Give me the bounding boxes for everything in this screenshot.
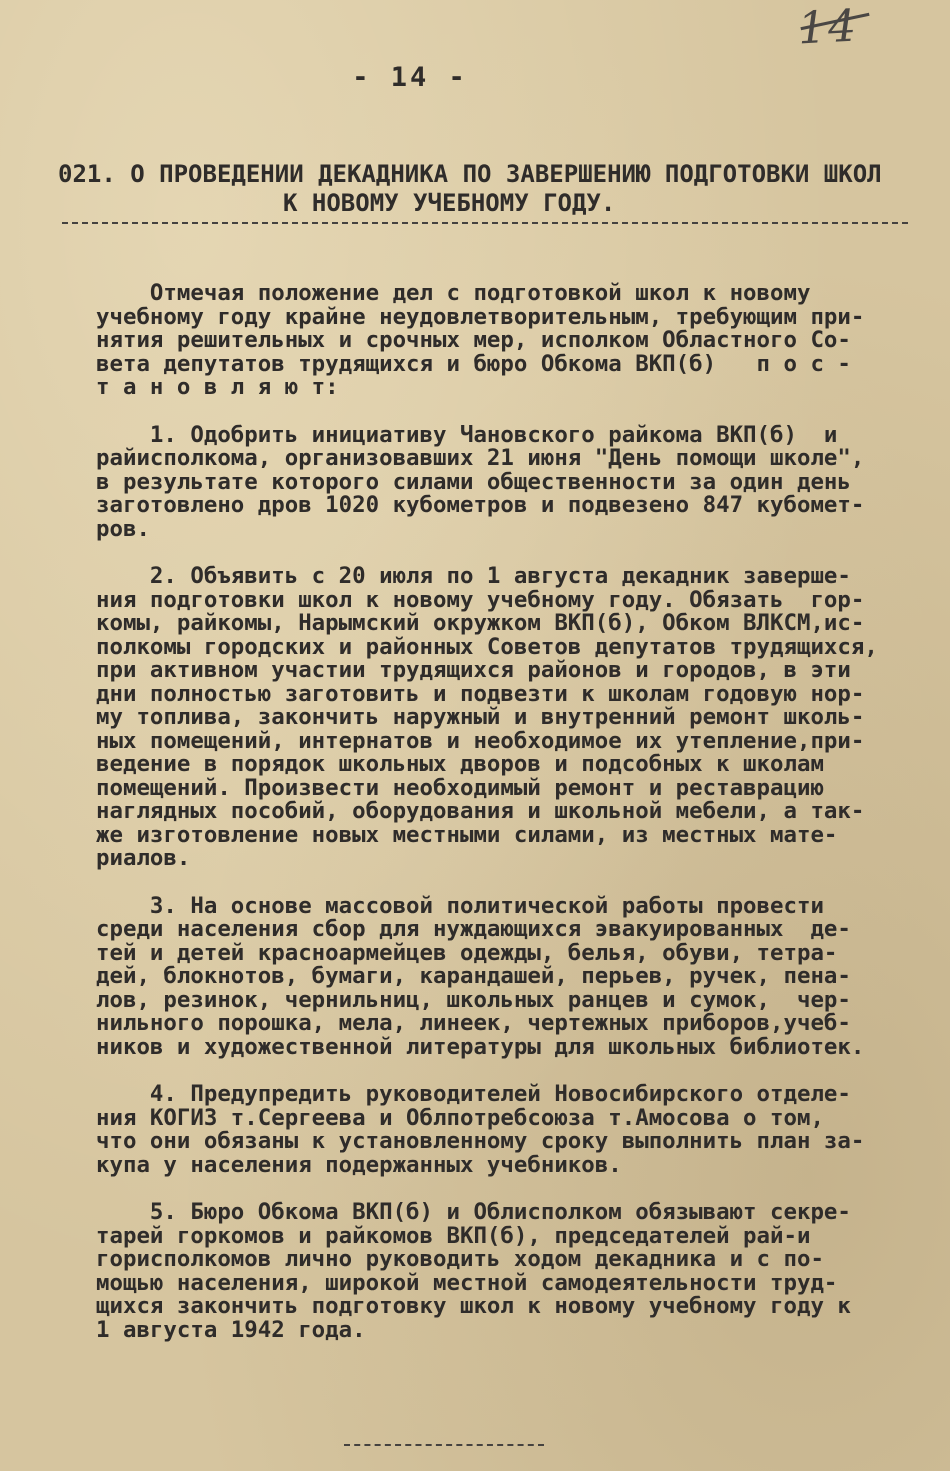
text-line: среди населения сбор для нуждающихся эвакуированных де- <box>96 916 851 942</box>
paragraph-gap <box>96 1059 916 1083</box>
text-line: ных помещений, интернатов и необходимое их утепление,при- <box>96 727 865 754</box>
handwritten-archive-number: 14 <box>796 0 860 55</box>
text-line: 1 августа 1942 года. <box>96 1316 366 1343</box>
text-line: тарей горкомов и райкомов ВКП(б), председателей рай-и <box>96 1222 811 1249</box>
document-title <box>58 160 918 218</box>
text-line: комы, райкомы, Нарымский окружком ВКП(б), Обком ВЛКСМ,ис- <box>96 610 865 636</box>
text-line: нятия решительных и срочных мер, исполком Областного Со- <box>96 327 851 353</box>
text-line: наглядных пособий, оборудования и школьной мебели, а так- <box>96 798 865 824</box>
paragraph <box>96 1201 916 1342</box>
text-line: полкомы городских и районных Советов депутатов трудящихся, <box>96 633 878 660</box>
end-divider <box>344 1444 544 1446</box>
text-line: мощью населения, широкой местной самодеятельности труд- <box>96 1269 838 1296</box>
text-line: 4. Предупредить руководителей Новосибирского отделе- <box>96 1081 851 1107</box>
text-line: ведение в порядок школьных дворов и подсобных к школам <box>96 751 824 777</box>
text-line: учебному году крайне неудовлетворительным, требующим при- <box>96 303 865 330</box>
text-line: тей и детей красноармейцев одежды, белья, обуви, тетра- <box>96 939 838 966</box>
text-line: ров. <box>96 515 150 542</box>
text-line: дей, блокнотов, бумаги, карандашей, перьев, ручек, пена- <box>96 963 851 989</box>
text-line: вета депутатов трудящихся и бюро Обкома ВКП(б) п о с - <box>96 350 851 377</box>
paragraph-gap <box>96 1177 916 1201</box>
text-line: что они обязаны к установленному сроку выполнить план за- <box>96 1128 865 1154</box>
text-line: в результате которого силами общественности за один день <box>96 468 851 495</box>
paragraph <box>96 565 916 871</box>
text-line: Отмечая положение дел с подготовкой школ к новому <box>96 280 811 306</box>
text-line: 2. Объявить с 20 июля по 1 августа декадник заверше- <box>96 563 851 589</box>
text-line: райисполкома, организовавших 21 июня "День помощи школе", <box>96 445 865 471</box>
text-line: 3. На основе массовой политической работы провести <box>96 892 824 919</box>
text-line: риалов. <box>96 845 191 871</box>
paragraph <box>96 421 916 542</box>
paragraph <box>96 282 916 400</box>
text-line: ников и художественной литературы для школьных библиотек. <box>96 1033 865 1060</box>
text-line: ния подготовки школ к новому учебному году. Обязать гор- <box>96 586 865 613</box>
paragraph <box>96 1083 916 1177</box>
title-line-1: 021. О ПРОВЕДЕНИИ ДЕКАДНИКА ПО ЗАВЕРШЕНИЮ ПОДГОТОВКИ ШКОЛ <box>58 160 882 188</box>
title-divider <box>62 222 908 224</box>
text-line: т а н о в л я ю т: <box>96 374 339 400</box>
text-line: нильного порошка, мела, линеек, чертежных приборов,учеб- <box>96 1010 851 1036</box>
paragraph-gap <box>96 871 916 895</box>
text-line: при активном участии трудящихся районов и городов, в эти <box>96 657 851 683</box>
text-line: горисполкомов лично руководить ходом декадника и с по- <box>96 1246 824 1272</box>
text-line: купа у населения подержанных учебников. <box>96 1151 622 1178</box>
text-line: 5. Бюро Обкома ВКП(б) и Облисполком обязывают секре- <box>96 1199 851 1225</box>
text-line: 1. Одобрить инициативу Чановского райкома ВКП(б) и <box>96 421 838 448</box>
text-line: щихся закончить подготовку школ к новому учебному году к <box>96 1293 851 1319</box>
text-line: дни полностью заготовить и подвезти к школам годовую нор- <box>96 680 865 707</box>
paragraph <box>96 892 916 1060</box>
text-line: заготовлено дров 1020 кубометров и подвезено 847 кубомет- <box>96 492 865 518</box>
text-line: му топлива, закончить наружный и внутренний ремонт школь- <box>96 704 865 730</box>
text-line: же изготовление новых местными силами, из местных мате- <box>96 821 838 848</box>
paragraph-gap <box>96 541 916 565</box>
text-line: ния КОГИЗ т.Сергеева и Облпотребсоюза т.Амосова о том, <box>96 1104 824 1131</box>
text-line: помещений. Произвести необходимый ремонт и реставрацию <box>96 774 824 801</box>
text-line: лов, резинок, чернильниц, школьных ранцев и сумок, чер- <box>96 986 851 1013</box>
page-number: - 14 - <box>352 62 468 93</box>
paragraph-gap <box>96 400 916 424</box>
title-line-2: К НОВОМУ УЧЕБНОМУ ГОДУ. <box>283 189 616 217</box>
document-body <box>96 282 916 1342</box>
